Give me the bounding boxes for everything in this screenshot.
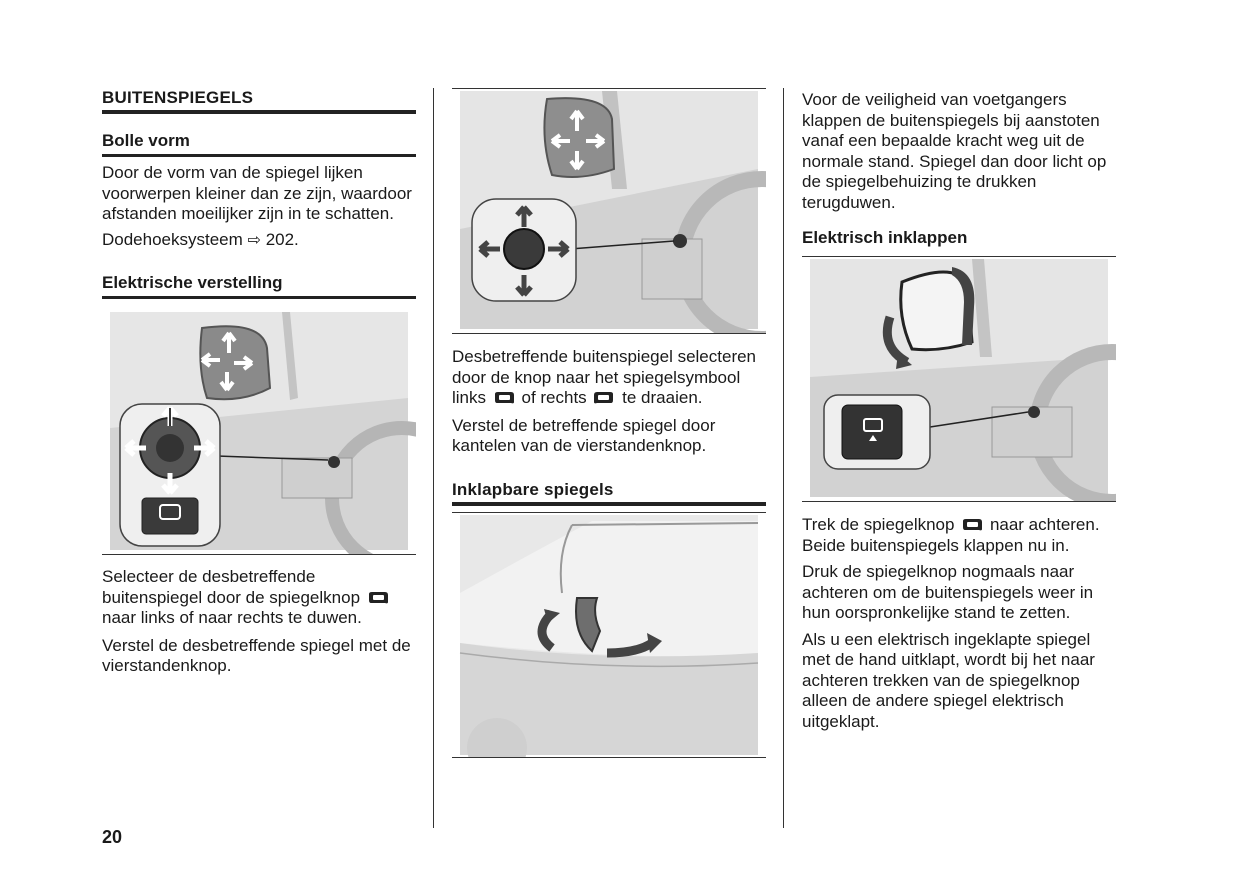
section-title: BUITENSPIEGELS xyxy=(102,88,416,114)
column-3 xyxy=(802,88,1116,732)
text-pull-knob-b: naar achteren. Beide buitenspiegels klappen nu in. xyxy=(802,515,1100,555)
column-1 xyxy=(102,88,416,677)
figure-fold-mirror xyxy=(452,512,766,758)
illustration-rotary-knob xyxy=(452,89,766,333)
text-rotate-knob-a: Desbetreffende buitenspiegel selecteren door de knop naar het spiegelsymbool links xyxy=(452,347,757,407)
text-rotate-knob-c: te draaien. xyxy=(622,388,703,407)
paragraph-select-mirror xyxy=(102,567,416,629)
reference-arrow-icon: ⇨ xyxy=(247,231,261,249)
text-select-mirror-b: naar links of naar rechts te duwen. xyxy=(102,608,362,627)
heading-elektrisch-inklappen: Elektrisch inklappen xyxy=(802,228,968,247)
cross-reference-text: Dodehoeksysteem xyxy=(102,229,243,249)
mirror-knob-icon xyxy=(961,518,983,532)
column-divider-right xyxy=(783,88,784,828)
column-divider-left xyxy=(433,88,434,828)
cross-reference-page: 202. xyxy=(265,229,299,249)
figure-rotary-mirror-knob xyxy=(452,88,766,334)
paragraph-bolle-vorm: Door de vorm van de spiegel lijken voorwerpen kleiner dan ze zijn, waardoor afstanden moeilijker zijn in te schatten. xyxy=(102,163,412,223)
illustration-electric-fold xyxy=(802,257,1116,501)
paragraph-rotate-knob xyxy=(452,347,766,409)
text-rotate-knob-b: of rechts xyxy=(521,388,587,407)
cross-reference xyxy=(102,230,416,252)
figure-mirror-adjust-switch xyxy=(102,308,416,555)
paragraph-tilt-knob: Verstel de betreffende spiegel door kantelen van de vierstandenknop. xyxy=(452,415,716,455)
illustration-folding-mirror xyxy=(452,513,766,757)
text-select-mirror-a: Selecteer de desbetreffende buitenspiegel door de spiegelknop xyxy=(102,567,361,607)
heading-elektrische-verstelling: Elektrische verstelling xyxy=(102,273,416,299)
illustration-mirror-switch xyxy=(102,308,416,554)
paragraph-pedestrian-safety: Voor de veiligheid van voetgangers klappen de buitenspiegels bij aanstoten vanaf een bepaalde kracht weg uit de normale stand. Spiegel dan door licht op de spiegelbehuizing te drukken terugduwen. xyxy=(802,90,1107,212)
paragraph-unfold: Druk de spiegelknop nogmaals naar achteren om de buitenspiegels weer in hun oorspronkelijke stand te zetten. xyxy=(802,562,1094,622)
right-mirror-icon xyxy=(593,391,615,405)
heading-inklapbare-spiegels: Inklapbare spiegels xyxy=(452,480,766,506)
paragraph-pull-knob xyxy=(802,515,1116,556)
paragraph-manual-unfold: Als u een elektrisch ingeklapte spiegel met de hand uitklapt, wordt bij het naar achteren trekken van de spiegelknop alleen de andere spiegel elektrisch uitgeklapt. xyxy=(802,629,1095,731)
column-2 xyxy=(452,88,766,758)
mirror-knob-icon xyxy=(367,591,389,605)
figure-electric-fold xyxy=(802,256,1116,502)
left-mirror-icon xyxy=(493,391,515,405)
paragraph-adjust-mirror: Verstel de desbetreffende spiegel met de vierstandenknop. xyxy=(102,635,411,675)
heading-bolle-vorm: Bolle vorm xyxy=(102,131,416,157)
page-number: 20 xyxy=(102,827,123,847)
text-pull-knob-a: Trek de spiegelknop xyxy=(802,515,955,534)
